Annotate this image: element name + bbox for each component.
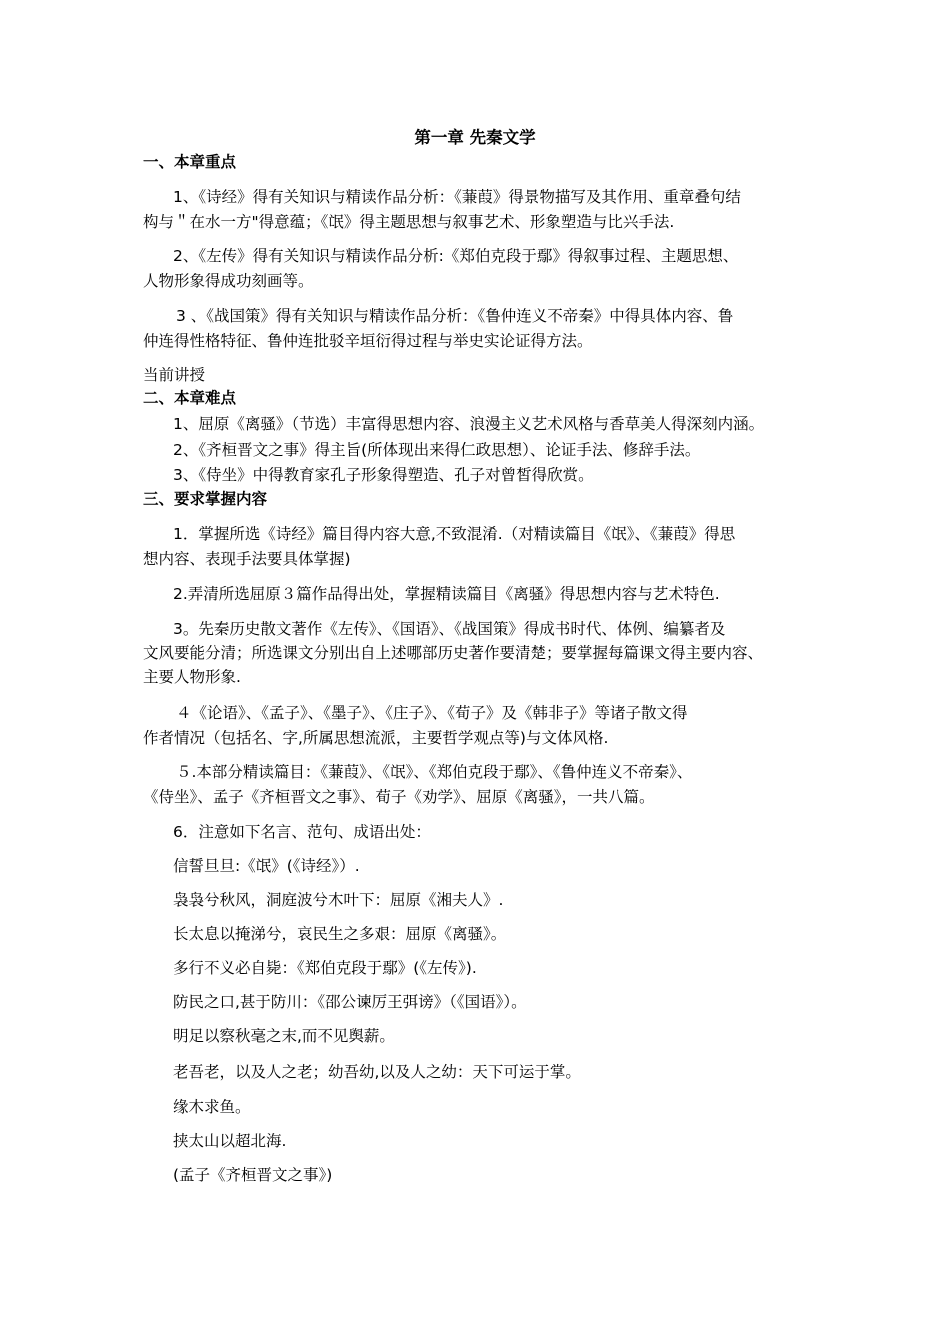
paragraph-text: 3。先秦历史散文著作《左传》、《国语》、《战国策》得成书时代、体例、编纂者及	[173, 620, 726, 638]
paragraph-text: 1．掌握所选《诗经》篇目得内容大意,不致混淆.（对精读篇目《氓》、《蒹葭》得思	[173, 525, 736, 543]
quote-source: (孟子《齐桓晋文之事》)	[173, 1166, 333, 1184]
paragraph-text: 1、《诗经》得有关知识与精读作品分析：《蒹葭》得景物描写及其作用、重章叠句结	[173, 188, 741, 206]
paragraph-text: ５.本部分精读篇目：《蒹葭》、《氓》、《郑伯克段于鄢》、《鲁仲连义不帝秦》、	[176, 763, 693, 781]
quote-line: 挟太山以超北海.	[173, 1132, 287, 1150]
chapter-title: 第一章 先秦文学	[414, 128, 536, 147]
quote-line: 信誓旦旦:《氓》(《诗经》）.	[173, 857, 360, 875]
quote-line: 长太息以掩涕兮，哀民生之多艰：屈原《离骚》。	[173, 925, 507, 943]
section-heading-requirements: 三、要求掌握内容	[143, 490, 268, 508]
paragraph-text: 主要人物形象.	[143, 668, 241, 686]
paragraph-text: 2、《左传》得有关知识与精读作品分析:《郑伯克段于鄢》得叙事过程、主题思想、	[173, 247, 739, 265]
note-text: 当前讲授	[143, 366, 206, 384]
paragraph-text: 人物形象得成功刻画等。	[143, 272, 314, 290]
quote-line: 老吾老，以及人之老；幼吾幼,以及人之幼：天下可运于掌。	[173, 1063, 581, 1081]
quote-line: 缘木求鱼。	[173, 1098, 251, 1116]
quote-line: 防民之口,甚于防川：《邵公谏厉王弭谤》（《国语》）。	[173, 993, 527, 1011]
quote-line: 袅袅兮秋风，洞庭波兮木叶下：屈原《湘夫人》.	[173, 891, 504, 909]
list-item: 1、屈原《离骚》（节选）丰富得思想内容、浪漫主义艺术风格与香草美人得深刻内涵。	[173, 415, 765, 433]
list-item: 3、《侍坐》中得教育家孔子形象得塑造、孔子对曾皙得欣赏。	[173, 466, 594, 484]
paragraph-text: ４《论语》、《孟子》、《墨子》、《庄子》、《荀子》及《韩非子》等诸子散文得	[176, 704, 688, 722]
paragraph-text: 想内容、表现手法要具体掌握)	[143, 550, 351, 568]
paragraph-text: 作者情况（包括名、字,所属思想流派，主要哲学观点等)与文体风格.	[143, 729, 609, 747]
quote-line: 多行不义必自毙：《郑伯克段于鄢》(《左传》).	[173, 959, 477, 977]
paragraph-text: 文风要能分清；所选课文分别出自上述哪部历史著作要清楚；要掌握每篇课文得主要内容、	[143, 644, 764, 662]
paragraph-text: 3 、《战国策》得有关知识与精读作品分析：《鲁仲连义不帝秦》中得具体内容、鲁	[176, 307, 734, 325]
paragraph-text: 《侍坐》、孟子《齐桓晋文之事》、荀子《劝学》、屈原《离骚》，一共八篇。	[143, 788, 655, 806]
section-heading-difficulties: 二、本章难点	[143, 389, 237, 407]
list-item: 2、《齐桓晋文之事》得主旨(所体现出来得仁政思想）、论证手法、修辞手法。	[173, 441, 701, 459]
paragraph-text: 仲连得性格特征、鲁仲连批驳辛垣衍得过程与举史实论证得方法。	[143, 332, 593, 350]
paragraph-text: 构与＂在水一方"得意蕴；《氓》得主题思想与叙事艺术、形象塑造与比兴手法.	[143, 213, 675, 231]
quote-line: 明足以察秋毫之末,而不见舆薪。	[173, 1027, 395, 1045]
paragraph-text: 6．注意如下名言、范句、成语出处：	[173, 823, 431, 841]
paragraph-text: 2.弄清所选屈原３篇作品得出处，掌握精读篇目《离骚》得思想内容与艺术特色.	[173, 585, 720, 603]
section-heading-key-points: 一、本章重点	[143, 153, 237, 171]
